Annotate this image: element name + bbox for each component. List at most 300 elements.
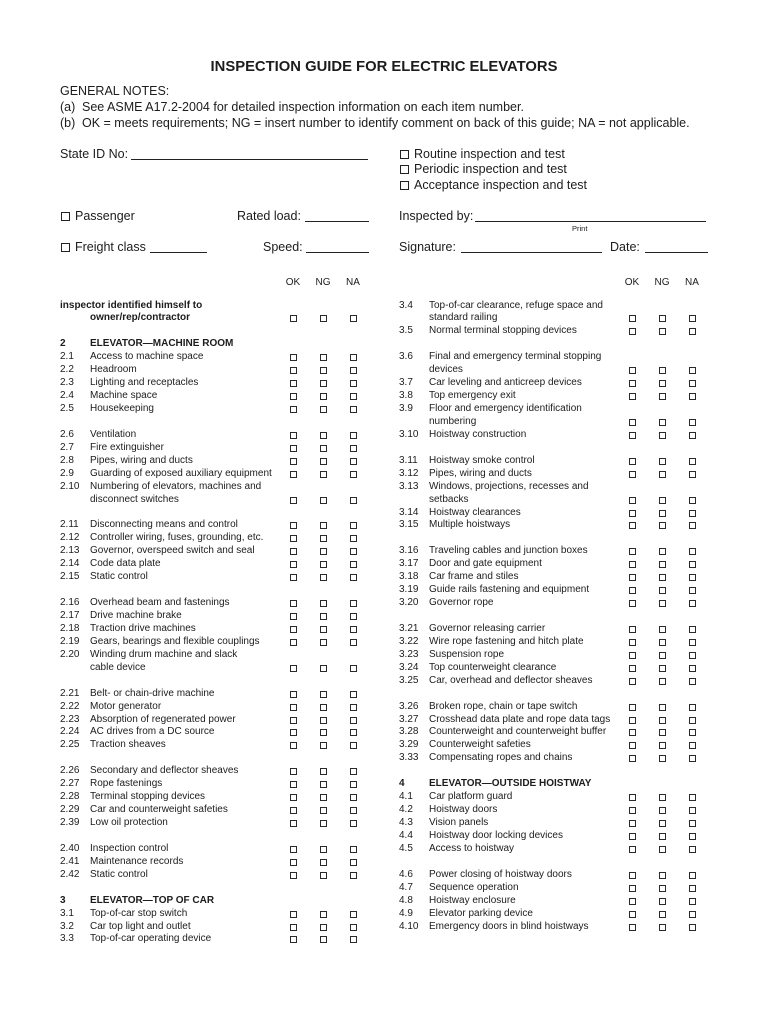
na-checkbox[interactable] — [689, 742, 696, 749]
ng-checkbox[interactable] — [659, 510, 666, 517]
na-checkbox[interactable] — [350, 315, 357, 322]
na-checkbox[interactable] — [689, 574, 696, 581]
na-checkbox[interactable] — [350, 458, 357, 465]
item-line — [399, 300, 709, 313]
ok-checkbox[interactable] — [629, 600, 636, 607]
ok-checkbox[interactable] — [629, 833, 636, 840]
item-line — [399, 869, 709, 882]
ok-column-header: OK — [285, 276, 301, 288]
na-checkbox[interactable] — [350, 574, 357, 581]
ok-checkbox[interactable] — [290, 458, 297, 465]
item-label: Compensating ropes and chains — [429, 752, 573, 764]
na-checkbox[interactable] — [689, 729, 696, 736]
na-checkbox[interactable] — [689, 717, 696, 724]
na-checkbox[interactable] — [689, 510, 696, 517]
na-checkbox[interactable] — [350, 717, 357, 724]
na-checkbox[interactable] — [350, 846, 357, 853]
ng-checkbox[interactable] — [320, 613, 327, 620]
na-checkbox[interactable] — [350, 742, 357, 749]
na-checkbox[interactable] — [689, 367, 696, 374]
ng-checkbox[interactable] — [320, 393, 327, 400]
item-line — [60, 933, 370, 946]
ng-checkbox[interactable] — [320, 729, 327, 736]
ok-checkbox[interactable] — [290, 768, 297, 775]
na-checkbox[interactable] — [350, 600, 357, 607]
checklist-item — [399, 481, 709, 507]
ok-checkbox[interactable] — [290, 574, 297, 581]
item-label: Secondary and deflector sheaves — [90, 765, 239, 777]
item-line — [399, 390, 709, 403]
na-checkbox[interactable] — [350, 548, 357, 555]
item-line — [399, 752, 709, 765]
item-group — [60, 300, 370, 326]
ok-checkbox[interactable] — [629, 665, 636, 672]
state-id-field[interactable] — [131, 147, 368, 160]
na-checkbox[interactable] — [350, 859, 357, 866]
ok-checkbox[interactable] — [629, 548, 636, 555]
na-checkbox[interactable] — [689, 639, 696, 646]
ok-checkbox[interactable] — [290, 691, 297, 698]
section-heading — [60, 338, 370, 351]
na-checkbox[interactable] — [350, 432, 357, 439]
item-number: 3.16 — [399, 545, 419, 557]
ng-checkbox[interactable] — [320, 717, 327, 724]
ok-checkbox[interactable] — [290, 742, 297, 749]
ok-checkbox[interactable] — [290, 548, 297, 555]
checklist-item — [399, 300, 709, 326]
ng-checkbox[interactable] — [659, 911, 666, 918]
freight-class-field[interactable] — [150, 240, 207, 253]
ng-checkbox[interactable] — [320, 380, 327, 387]
ok-checkbox[interactable] — [629, 807, 636, 814]
na-checkbox[interactable] — [689, 704, 696, 711]
checklist-item — [60, 429, 370, 442]
ok-checkbox[interactable] — [290, 354, 297, 361]
ok-checkbox[interactable] — [290, 639, 297, 646]
ok-checkbox[interactable] — [629, 471, 636, 478]
ng-checkbox[interactable] — [659, 924, 666, 931]
item-label-continued: cable device — [90, 661, 146, 673]
ng-checkbox[interactable] — [320, 691, 327, 698]
ng-checkbox[interactable] — [320, 535, 327, 542]
ng-checkbox[interactable] — [320, 522, 327, 529]
ng-checkbox[interactable] — [659, 846, 666, 853]
ok-checkbox[interactable] — [629, 367, 636, 374]
note-a — [60, 100, 524, 115]
ok-checkbox[interactable] — [290, 561, 297, 568]
ng-checkbox[interactable] — [659, 548, 666, 555]
na-checkbox[interactable] — [350, 665, 357, 672]
ng-checkbox[interactable] — [320, 742, 327, 749]
ng-checkbox[interactable] — [320, 820, 327, 827]
ok-checkbox[interactable] — [629, 432, 636, 439]
ok-checkbox[interactable] — [290, 846, 297, 853]
ng-checkbox[interactable] — [659, 380, 666, 387]
passenger-checkbox[interactable] — [61, 212, 70, 221]
ng-checkbox[interactable] — [320, 794, 327, 801]
ng-checkbox[interactable] — [320, 781, 327, 788]
periodic-inspection-checkbox[interactable] — [400, 165, 409, 174]
ok-checkbox[interactable] — [290, 859, 297, 866]
ng-checkbox[interactable] — [320, 406, 327, 413]
ng-checkbox[interactable] — [659, 639, 666, 646]
ng-checkbox[interactable] — [659, 522, 666, 529]
ng-checkbox[interactable] — [320, 704, 327, 711]
item-label: Hoistway construction — [429, 428, 527, 440]
ok-checkbox[interactable] — [290, 535, 297, 542]
ng-checkbox[interactable] — [659, 497, 666, 504]
na-checkbox[interactable] — [689, 626, 696, 633]
rated-load-label: Rated load: — [237, 208, 301, 223]
ng-checkbox[interactable] — [659, 807, 666, 814]
na-checkbox[interactable] — [689, 665, 696, 672]
ok-checkbox[interactable] — [629, 885, 636, 892]
ng-checkbox[interactable] — [659, 626, 666, 633]
na-checkbox[interactable] — [689, 561, 696, 568]
ok-checkbox[interactable] — [290, 911, 297, 918]
ok-checkbox[interactable] — [290, 445, 297, 452]
checklist-item — [60, 908, 370, 921]
na-checkbox[interactable] — [689, 587, 696, 594]
ok-checkbox[interactable] — [290, 729, 297, 736]
ng-checkbox[interactable] — [320, 497, 327, 504]
item-label: Sequence operation — [429, 881, 519, 893]
ng-checkbox[interactable] — [320, 600, 327, 607]
routine-inspection-checkbox[interactable] — [400, 150, 409, 159]
na-checkbox[interactable] — [689, 522, 696, 529]
ng-checkbox[interactable] — [659, 328, 666, 335]
inspected-by-field[interactable] — [475, 209, 706, 222]
ng-checkbox[interactable] — [659, 574, 666, 581]
ng-checkbox[interactable] — [320, 626, 327, 633]
na-checkbox[interactable] — [350, 367, 357, 374]
item-label: Elevator parking device — [429, 907, 533, 919]
acceptance-inspection-label: Acceptance inspection and test — [414, 177, 588, 192]
item-line — [399, 519, 709, 532]
date-field[interactable] — [645, 240, 708, 253]
ng-checkbox[interactable] — [659, 367, 666, 374]
ok-checkbox[interactable] — [629, 717, 636, 724]
ng-checkbox[interactable] — [659, 458, 666, 465]
ok-checkbox[interactable] — [290, 665, 297, 672]
na-checkbox[interactable] — [350, 691, 357, 698]
na-checkbox[interactable] — [689, 652, 696, 659]
item-line — [399, 817, 709, 830]
na-checkbox[interactable] — [689, 458, 696, 465]
item-number: 4.8 — [399, 894, 413, 906]
item-line — [60, 300, 370, 313]
ng-checkbox[interactable] — [659, 678, 666, 685]
item-line — [60, 364, 370, 377]
na-checkbox[interactable] — [350, 729, 357, 736]
ok-checkbox[interactable] — [629, 315, 636, 322]
na-checkbox[interactable] — [350, 354, 357, 361]
ng-checkbox[interactable] — [320, 354, 327, 361]
ok-checkbox[interactable] — [290, 367, 297, 374]
na-checkbox[interactable] — [689, 846, 696, 853]
ok-checkbox[interactable] — [629, 522, 636, 529]
rated-load-field[interactable] — [305, 209, 369, 222]
na-checkbox[interactable] — [350, 768, 357, 775]
ok-checkbox[interactable] — [629, 458, 636, 465]
na-checkbox[interactable] — [350, 613, 357, 620]
ok-checkbox[interactable] — [290, 380, 297, 387]
ng-checkbox[interactable] — [659, 717, 666, 724]
ng-checkbox[interactable] — [320, 432, 327, 439]
checklist-item — [60, 455, 370, 468]
na-checkbox[interactable] — [689, 872, 696, 879]
item-group — [399, 869, 709, 934]
ok-checkbox[interactable] — [290, 872, 297, 879]
ok-checkbox[interactable] — [290, 497, 297, 504]
item-line — [399, 377, 709, 390]
ok-checkbox[interactable] — [629, 742, 636, 749]
ng-checkbox[interactable] — [659, 729, 666, 736]
ok-checkbox[interactable] — [629, 587, 636, 594]
section-heading — [399, 778, 709, 791]
ng-checkbox[interactable] — [659, 587, 666, 594]
item-line — [60, 351, 370, 364]
item-line — [399, 662, 709, 675]
ok-checkbox[interactable] — [629, 755, 636, 762]
ng-checkbox[interactable] — [320, 859, 327, 866]
item-line — [399, 895, 709, 908]
ok-checkbox[interactable] — [290, 613, 297, 620]
ok-checkbox[interactable] — [629, 924, 636, 931]
item-number: 3.7 — [399, 377, 413, 389]
ok-checkbox[interactable] — [290, 406, 297, 413]
ok-checkbox[interactable] — [629, 898, 636, 905]
ng-checkbox[interactable] — [659, 561, 666, 568]
na-checkbox[interactable] — [689, 807, 696, 814]
ok-column-header: OK — [624, 276, 640, 288]
na-checkbox[interactable] — [350, 807, 357, 814]
na-checkbox[interactable] — [689, 471, 696, 478]
ok-checkbox[interactable] — [290, 432, 297, 439]
ok-checkbox[interactable] — [629, 704, 636, 711]
checklist-item — [399, 351, 709, 377]
ng-checkbox[interactable] — [320, 574, 327, 581]
na-checkbox[interactable] — [350, 626, 357, 633]
na-checkbox[interactable] — [689, 833, 696, 840]
ok-checkbox[interactable] — [629, 626, 636, 633]
ok-checkbox[interactable] — [290, 936, 297, 943]
ok-checkbox[interactable] — [629, 574, 636, 581]
na-checkbox[interactable] — [350, 445, 357, 452]
na-checkbox[interactable] — [350, 522, 357, 529]
ok-checkbox[interactable] — [629, 846, 636, 853]
na-checkbox[interactable] — [689, 328, 696, 335]
rating-column-headers-left — [60, 277, 370, 290]
ok-checkbox[interactable] — [629, 820, 636, 827]
ok-checkbox[interactable] — [629, 393, 636, 400]
ng-checkbox[interactable] — [659, 432, 666, 439]
na-checkbox[interactable] — [350, 936, 357, 943]
ng-checkbox[interactable] — [320, 458, 327, 465]
ok-checkbox[interactable] — [629, 872, 636, 879]
na-checkbox[interactable] — [689, 315, 696, 322]
ok-checkbox[interactable] — [290, 626, 297, 633]
ng-checkbox[interactable] — [320, 911, 327, 918]
na-checkbox[interactable] — [350, 704, 357, 711]
ng-checkbox[interactable] — [659, 742, 666, 749]
acceptance-inspection-checkbox[interactable] — [400, 181, 409, 190]
ok-checkbox[interactable] — [629, 911, 636, 918]
na-checkbox[interactable] — [689, 911, 696, 918]
na-checkbox[interactable] — [689, 898, 696, 905]
item-label: Static control — [90, 868, 148, 880]
ng-checkbox[interactable] — [320, 548, 327, 555]
ng-checkbox[interactable] — [320, 872, 327, 879]
note-marker: (a) — [60, 99, 76, 114]
ng-checkbox[interactable] — [320, 846, 327, 853]
ng-checkbox[interactable] — [320, 768, 327, 775]
item-label: Access to machine space — [90, 351, 204, 363]
checklist-item — [60, 545, 370, 558]
freight-class-checkbox[interactable] — [61, 243, 70, 252]
item-number: 2.8 — [60, 454, 74, 466]
checklist-item — [60, 610, 370, 623]
ok-checkbox[interactable] — [290, 522, 297, 529]
print-caption: Print — [572, 224, 588, 233]
item-line — [399, 843, 709, 856]
checklist-item — [399, 429, 709, 442]
na-checkbox[interactable] — [350, 471, 357, 478]
ng-checkbox[interactable] — [320, 561, 327, 568]
item-group — [399, 455, 709, 533]
ng-checkbox[interactable] — [320, 445, 327, 452]
ng-checkbox[interactable] — [659, 820, 666, 827]
ng-checkbox[interactable] — [320, 639, 327, 646]
ok-checkbox[interactable] — [290, 924, 297, 931]
ng-checkbox[interactable] — [659, 794, 666, 801]
ok-checkbox[interactable] — [629, 561, 636, 568]
ng-checkbox[interactable] — [320, 924, 327, 931]
ok-checkbox[interactable] — [629, 510, 636, 517]
ng-checkbox[interactable] — [659, 704, 666, 711]
na-checkbox[interactable] — [689, 600, 696, 607]
item-line — [60, 908, 370, 921]
item-number: 2.3 — [60, 377, 74, 389]
ok-checkbox[interactable] — [629, 497, 636, 504]
item-number: 2.13 — [60, 545, 80, 557]
item-label: Emergency doors in blind hoistways — [429, 920, 589, 932]
checklist-item — [399, 325, 709, 338]
ng-checkbox[interactable] — [320, 807, 327, 814]
na-checkbox[interactable] — [350, 406, 357, 413]
ok-checkbox[interactable] — [290, 717, 297, 724]
ok-checkbox[interactable] — [290, 820, 297, 827]
ok-checkbox[interactable] — [290, 600, 297, 607]
ng-checkbox[interactable] — [659, 872, 666, 879]
na-checkbox[interactable] — [689, 820, 696, 827]
checklist-item — [399, 908, 709, 921]
ng-checkbox[interactable] — [320, 315, 327, 322]
na-checkbox[interactable] — [350, 781, 357, 788]
na-checkbox[interactable] — [350, 535, 357, 542]
ng-checkbox[interactable] — [659, 652, 666, 659]
na-checkbox[interactable] — [350, 380, 357, 387]
ng-checkbox[interactable] — [659, 393, 666, 400]
ok-checkbox[interactable] — [290, 471, 297, 478]
ok-checkbox[interactable] — [629, 794, 636, 801]
ok-checkbox[interactable] — [290, 794, 297, 801]
ng-checkbox[interactable] — [659, 665, 666, 672]
na-checkbox[interactable] — [350, 561, 357, 568]
ng-checkbox[interactable] — [659, 600, 666, 607]
na-checkbox[interactable] — [350, 639, 357, 646]
ng-checkbox[interactable] — [659, 833, 666, 840]
item-line — [60, 468, 370, 481]
item-line — [399, 351, 709, 364]
periodic-inspection-label: Periodic inspection and test — [414, 162, 567, 176]
na-checkbox[interactable] — [350, 497, 357, 504]
ok-checkbox[interactable] — [629, 652, 636, 659]
item-line — [60, 701, 370, 714]
na-checkbox[interactable] — [350, 393, 357, 400]
ok-checkbox[interactable] — [290, 807, 297, 814]
na-checkbox[interactable] — [689, 755, 696, 762]
na-checkbox[interactable] — [689, 924, 696, 931]
ok-checkbox[interactable] — [629, 639, 636, 646]
ng-checkbox[interactable] — [320, 471, 327, 478]
ng-checkbox[interactable] — [659, 755, 666, 762]
ng-checkbox[interactable] — [659, 315, 666, 322]
na-checkbox[interactable] — [689, 678, 696, 685]
ok-checkbox[interactable] — [290, 704, 297, 711]
item-group — [60, 843, 370, 882]
ok-checkbox[interactable] — [629, 678, 636, 685]
na-checkbox[interactable] — [689, 548, 696, 555]
na-checkbox[interactable] — [689, 419, 696, 426]
ng-checkbox[interactable] — [659, 885, 666, 892]
ok-checkbox[interactable] — [290, 315, 297, 322]
checklist-item — [60, 377, 370, 390]
speed-field[interactable] — [306, 240, 369, 253]
ok-checkbox[interactable] — [290, 393, 297, 400]
ok-checkbox[interactable] — [629, 729, 636, 736]
na-checkbox[interactable] — [689, 393, 696, 400]
ok-checkbox[interactable] — [629, 419, 636, 426]
item-group — [60, 338, 370, 416]
na-checkbox[interactable] — [350, 911, 357, 918]
item-number: 4.9 — [399, 907, 413, 919]
na-checkbox[interactable] — [350, 872, 357, 879]
na-checkbox[interactable] — [350, 924, 357, 931]
signature-field[interactable] — [461, 240, 602, 253]
ng-checkbox[interactable] — [320, 936, 327, 943]
ng-checkbox[interactable] — [320, 367, 327, 374]
ng-checkbox[interactable] — [659, 471, 666, 478]
item-line — [60, 688, 370, 701]
item-line — [60, 817, 370, 830]
ok-checkbox[interactable] — [290, 781, 297, 788]
ng-checkbox[interactable] — [320, 665, 327, 672]
ok-checkbox[interactable] — [629, 380, 636, 387]
ok-checkbox[interactable] — [629, 328, 636, 335]
ng-checkbox[interactable] — [659, 419, 666, 426]
item-number: 2.23 — [60, 713, 80, 725]
checklist-item — [60, 468, 370, 481]
na-checkbox[interactable] — [350, 794, 357, 801]
na-checkbox[interactable] — [689, 794, 696, 801]
na-checkbox[interactable] — [350, 820, 357, 827]
na-checkbox[interactable] — [689, 497, 696, 504]
na-checkbox[interactable] — [689, 380, 696, 387]
na-checkbox[interactable] — [689, 885, 696, 892]
ng-checkbox[interactable] — [659, 898, 666, 905]
na-checkbox[interactable] — [689, 432, 696, 439]
